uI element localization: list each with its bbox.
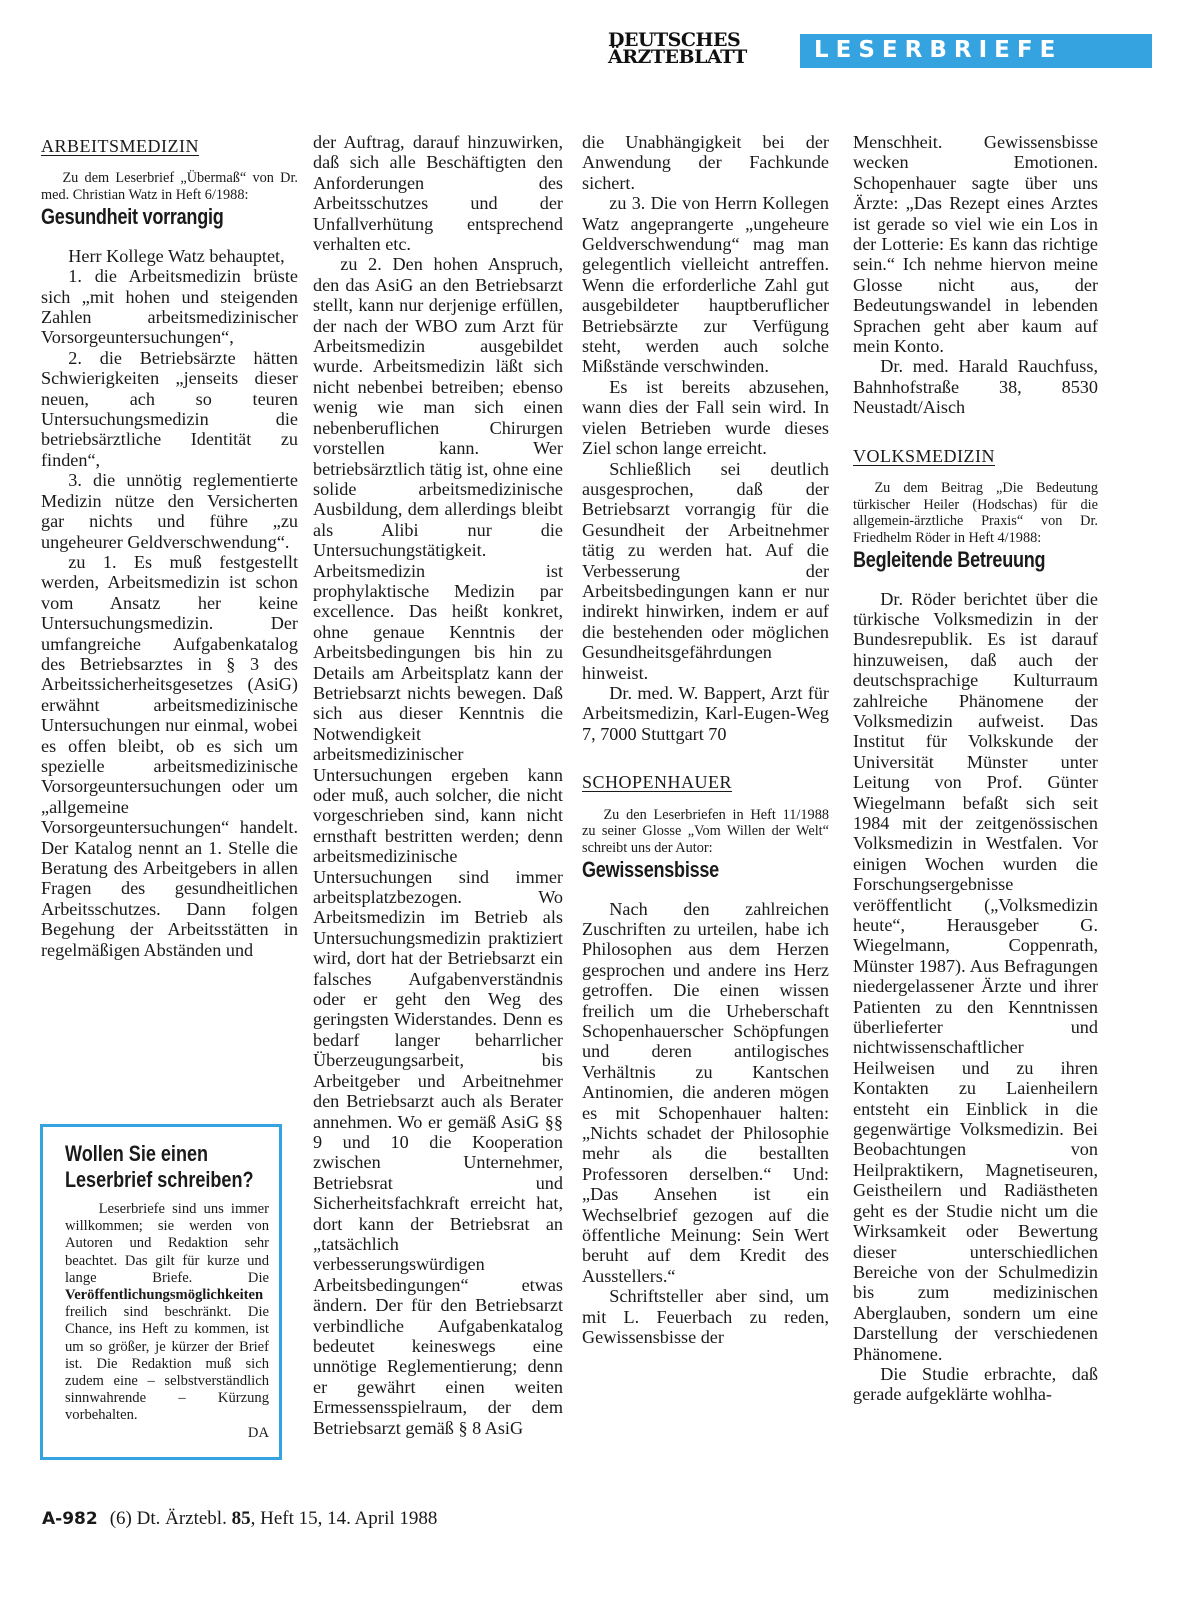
volume: 85 <box>231 1508 251 1529</box>
intro-schopenhauer: Zu den Leserbriefen in Heft 11/1988 zu seiner Glosse „Vom Willen der Welt“ schreibt uns der Autor: <box>582 806 829 856</box>
paragraph: zu 3. Die von Herrn Kollegen Watz angeprangerte „ungeheure Geldverschwendung“ mag man gelegentlich vielleicht antreffen. Wenn die erforderliche Zahl gut ausgebildeter hauptberuflicher Betriebsärzte zur Verfügung steht, werden auch solche Mißstände verschwinden. <box>582 193 829 377</box>
page-number: (6) <box>109 1508 132 1529</box>
section-title: LESERBRIEFE <box>814 37 1063 63</box>
journal-logo: DEUTSCHES ÄRZTEBLATT <box>608 29 747 68</box>
paragraph: 1. die Arbeitsmedizin brüste sich „mit hohen und steigenden Zahlen arbeitsmedizinischer Vorsorgeuntersuchungen“, <box>41 266 298 348</box>
page-footer <box>42 1508 437 1530</box>
paragraph: Schließlich sei deutlich ausgesprochen, daß der Betriebsarzt vorrangig für die Gesundheit der Arbeitnehmer tätig zu werden hat. Auf die Verbesserung der Arbeitsbedingungen kann er nur indirekt hinwirken, indem er auf die bestehenden oder möglichen Gesundheitsgefährdungen hinweist. <box>582 458 829 683</box>
paragraph: die Unabhängigkeit bei der Anwendung der Fachkunde sichert. <box>582 132 829 193</box>
paragraph: Es ist bereits abzusehen, wann dies der Fall sein wird. In vielen Betrieben wurde dieses Ziel schon lange erreicht. <box>582 376 829 459</box>
intro-arbeitsmedizin: Zu dem Leserbrief „Übermaß“ von Dr. med. Christian Watz in Heft 6/1988: <box>41 170 298 203</box>
rubric-schopenhauer: SCHOPENHAUER <box>582 772 733 793</box>
rubric-volksmedizin: VOLKSMEDIZIN <box>853 445 995 466</box>
column-2 <box>313 132 563 1438</box>
headline-gewissensbisse: Gewissensbisse <box>582 857 719 883</box>
leserbrief-info-box <box>40 1124 282 1460</box>
author-signature: Dr. med. W. Bappert, Arzt für Arbeitsmedizin, Karl-Eugen-Weg 7, 7000 Stuttgart 70 <box>582 682 829 744</box>
page-code: A-982 <box>42 1509 98 1529</box>
rubric-arbeitsmedizin: ARBEITSMEDIZIN <box>41 136 199 156</box>
paragraph: zu 2. Den hohen Anspruch, den das AsiG an den Betriebsarzt stellt, kann nur derjenige erfüllen, der nach der WBO zum Arzt für Arbeitsmedizin ausgebildet wurde. Arbeitsmedizin läßt sich nicht nebenbei betreiben; ebenso wenig wie man sich einen nebenberuflichen Chirurgen vorstellen kann. Wer betriebsärztlich tätig ist, ohne eine solide arbeitsmedizinische Ausbildung, dem allerdings bleibt als Alibi nur die Untersuchungstätigkeit. Arbeitsmedizin ist prophylaktische Medizin par excellence. Das heißt konkret, ohne genaue Kenntnis der Arbeitsbedingungen bis hin zu Details am Arbeitsplatz kann der Betriebsarzt nichts bewegen. Daß sich aus dieser Kenntnis die Notwendigkeit arbeitsmedizinischer Untersuchungen ergeben kann oder muß, auch solcher, die nicht vorgeschrieben sind, kann nicht ernsthaft bestritten werden; denn arbeitsmedizinische Untersuchungen sind immer arbeitsplatzbezogen. Wo Arbeitsmedizin im Betrieb als Untersuchungsmedizin praktiziert wird, dort hat der Betriebsarzt ein falsches Aufgabenverständnis oder er geht den Weg des geringsten Widerstandes. Denn es bedarf langer beharrlicher Überzeugungsarbeit, bis Arbeitgeber und Arbeitnehmer den Betriebsarzt auch als Berater annehmen. Wo er gemäß AsiG §§ 9 und 10 die Kooperation zwischen Unternehmer, Betriebsrat und Sicherheitsfachkraft erreicht hat, dort kann der Betriebsrat an „tatsächlich verbesserungswürdigen Arbeitsbedingungen“ etwas ändern. Der für den Betriebsarzt verbindliche Aufgabenkatalog bedeutet keineswegs eine unnötige Reglementierung; denn er gewährt einen weiten Ermessensspielraum, der dem Betriebsarzt gemäß § 8 AsiG <box>313 254 563 1438</box>
paragraph: Dr. Röder berichtet über die türkische Volksmedizin in der Bundesrepublik. Es ist darauf hinzuweisen, daß auch der deutschsprachige Kulturraum zahlreiche Phänomene der Volksmedizin aufweist. Das Institut für Volkskunde der Universität Münster unter Leitung von Prof. Günter Wiegelmann befaßt sich seit 1984 mit der zeitgenössischen Volksmedizin in Westfalen. Vor einigen Wochen wurden die Forschungsergebnisse veröffentlicht („Volksmedizin heute“, Herausgeber G. Wiegelmann, Coppenrath, Münster 1987). Aus Befragungen niedergelassener Ärzte und ihrer Patienten zu den Kenntnissen überlieferter und nichtwissenschaftlicher Heilweisen und zu ihren Kontakten zu Laienheilern entsteht ein Einblick in die gegenwärtige Volksmedizin. Bei Beobachtungen von Heilpraktikern, Magnetiseuren, Geistheilern und Radiästheten geht es der Studie nicht um die Wirksamkeit oder Bewertung dieser unterschiedlichen Bereiche von der Schulmedizin bis zum medizinischen Aberglauben, sondern um eine Darstellung der verschiedenen Phänomene. <box>853 588 1098 1364</box>
box-title: Wollen Sie einen Leserbrief schreiben? <box>65 1141 254 1192</box>
box-signature: DA <box>247 1424 269 1441</box>
headline-begleitende-betreuung: Begleitende Betreuung <box>853 547 1046 573</box>
section-banner <box>800 34 1152 68</box>
paragraph: Herr Kollege Watz behauptet, <box>68 245 285 266</box>
paragraph: Menschheit. Gewissensbisse wecken Emotionen. Schopenhauer sagte über uns Ärzte: „Das Rezept eines Arztes ist gerade so viel wie ein Los in der Lotterie: Es kann das richtige sein.“ Ich nehme hiervon meine Glosse nicht aus, der Bedeutungswandel in lebenden Sprachen geht aber kaum auf mein Konto. <box>853 132 1098 357</box>
column-1 <box>41 132 298 960</box>
box-text: Leserbriefe sind uns immer willkommen; sie werden von Autoren und Redaktion sehr beachtet. Das gilt für kurze und lange Briefe. Die Veröffentlichungsmöglichkeiten freilich sind beschränkt. Die Chance, ins Heft zu kommen, ist um so größer, je kürzer der Brief ist. Die Redaktion muß sich zudem eine – selbstverständlich sinnwahrende – Kürzung vorbehalten. <box>65 1201 269 1424</box>
paragraph: Die Studie erbrachte, daß gerade aufgeklärte wohlha- <box>853 1363 1098 1405</box>
journal-name: Dt. Ärztebl. <box>136 1508 227 1529</box>
paragraph: 2. die Betriebsärzte hätten Schwierigkeiten „jenseits dieser neuen, ach so teuren Untersuchungsmedizin die betriebsärztliche Identität zu finden“, <box>41 347 298 470</box>
author-signature: Dr. med. Harald Rauchfuss, Bahnhofstraße 38, 8530 Neustadt/Aisch <box>853 356 1098 418</box>
column-3 <box>582 132 829 1347</box>
paragraph: 3. die unnötig reglementierte Medizin nütze den Versicherten gar nichts und führe „zu ungeheurer Geldverschwendung“. <box>41 470 298 552</box>
issue-date: , Heft 15, 14. April 1988 <box>250 1508 438 1529</box>
paragraph: Schriftsteller aber sind, um mit L. Feuerbach zu reden, Gewissensbisse der <box>582 1286 829 1348</box>
column-4 <box>853 132 1098 1405</box>
headline-gesundheit-vorrangig: Gesundheit vorrangig <box>41 204 224 230</box>
paragraph: der Auftrag, darauf hinzuwirken, daß sich alle Beschäftigten den Anforderungen des Arbeitsschutzes und der Unfallverhütung entsprechend verhalten etc. <box>313 132 563 255</box>
paragraph: zu 1. Es muß festgestellt werden, Arbeitsmedizin ist schon vom Ansatz her keine Untersuchungsmedizin. Der umfangreiche Aufgabenkatalog des Betriebsarztes in § 3 des Arbeitssicherheitsgesetzes (AsiG) erwähnt arbeitsmedizinische Untersuchungen nur einmal, wobei es offen bleibt, ob es sich um spezielle arbeitsmedizinische Vorsorgeuntersuchungen oder um „allgemeine Vorsorgeuntersuchungen“ handelt. Der Katalog nennt an 1. Stelle die Beratung des Arbeitgebers in allen Fragen des gesundheitlichen Arbeitsschutzes. Dann folgen Begehung der Arbeitsstätten in regelmäßigen Abständen und <box>41 551 298 960</box>
paragraph: Nach den zahlreichen Zuschriften zu urteilen, habe ich Philosophen aus dem Herzen gesprochen und andere ins Herz getroffen. Die einen wissen freilich um die Urheberschaft Schopenhauerscher Schöpfungen und deren antilogisches Verhältnis zu Kantschen Antinomien, die anderen mögen es mit Schopenhauer halten: „Nichts schadet der Philosophie mehr als die bestallten Professoren derselben.“ Und: „Das Ansehen ist ein Wechselbrief gezogen auf die öffentliche Meinung: Sein Wert beruht auf dem Kredit des Ausstellers.“ <box>582 898 829 1286</box>
intro-volksmedizin: Zu dem Beitrag „Die Bedeutung türkischer Heiler (Hodschas) für die allgemein-ärztliche Praxis“ von Dr. Friedhelm Röder in Heft 4/1988: <box>853 480 1098 546</box>
